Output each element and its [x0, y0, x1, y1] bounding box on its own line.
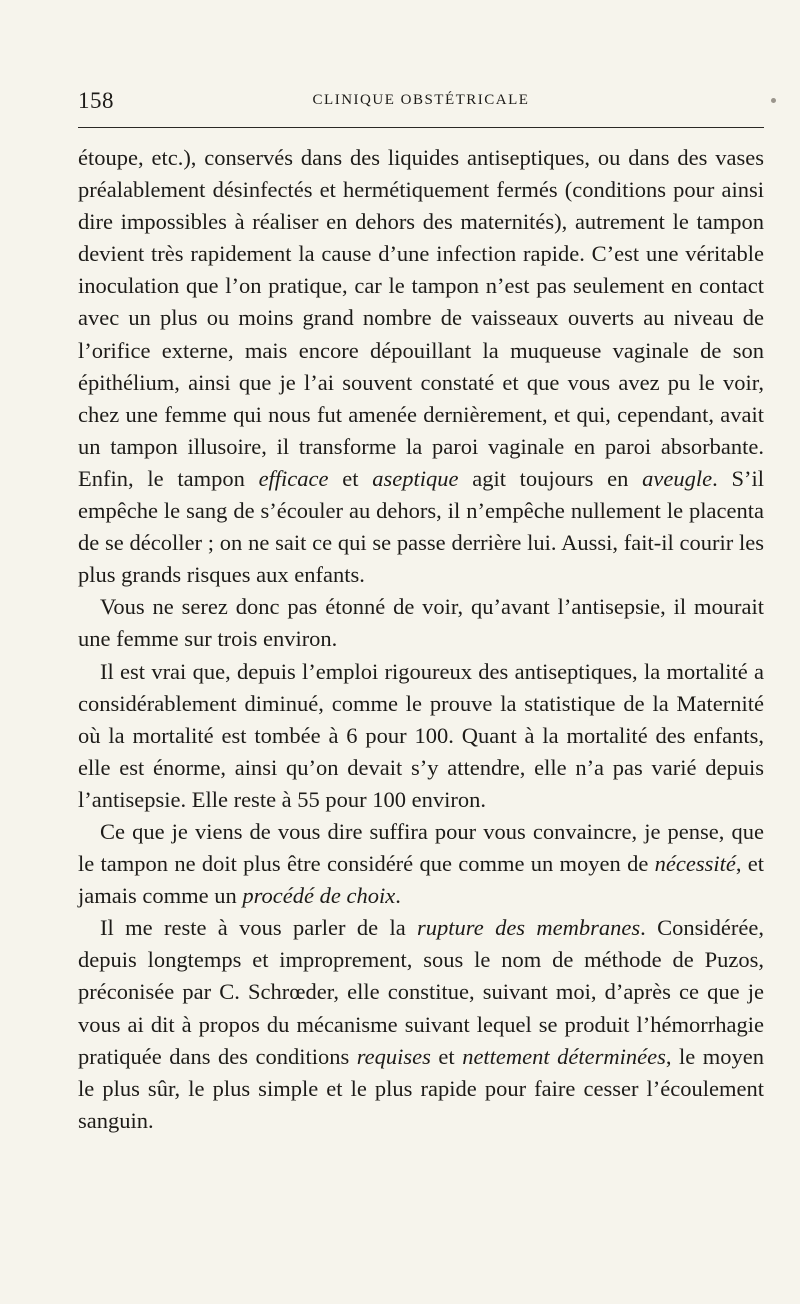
- text-run: . Considérée, depuis longtemps et improprement, sous le nom de méthode de Puzos, préconisée par C. Schrœder, elle constitue, suivant moi, d’après ce que je vous ai dit à propos du mécanisme suivant lequel se produit l’hémorrhagie pratiquée dans des conditions: [78, 915, 765, 1069]
- text-run: Ce que je viens de vous dire suffira pour vous convaincre, je pense, que le tampon ne doit plus être considéré que comme un moyen de: [78, 818, 764, 877]
- text-run: agit toujours en: [458, 465, 643, 491]
- italic-term: rupture des membranes: [417, 915, 641, 941]
- italic-term: requises: [356, 1043, 431, 1069]
- body-text: [78, 142, 764, 1137]
- running-title: CLINIQUE OBSTÉTRICALE: [312, 92, 530, 108]
- text-run: et: [430, 1043, 463, 1069]
- text-run: Il est vrai que, depuis l’emploi rigoureux des antiseptiques, la mortalité a considérablement diminué, comme le prouve la statistique de la Maternité où la mortalité est tombée à 6 pour 100. Quant à la mortalité des enfants, elle est énorme, ainsi qu’on devait s’y attendre, elle n’a pas varié depuis l’antisepsie. Elle reste à 55 pour 100 environ.: [78, 658, 764, 812]
- text-run: , le moyen le plus sûr, le plus simple et le plus rapide pour faire cesser l’écoulement sanguin.: [78, 1043, 764, 1133]
- text-run: Vous ne serez donc pas étonné de voir, qu’avant l’antisepsie, il mourait une femme sur trois environ.: [78, 594, 764, 652]
- page-number: 158: [78, 88, 114, 113]
- paragraph: [78, 656, 764, 816]
- italic-term: efficace: [258, 465, 329, 491]
- text-run: Il me reste à vous parler de la: [100, 915, 418, 941]
- paragraph: [78, 912, 764, 1137]
- italic-term: aveugle: [642, 465, 713, 491]
- italic-term: aseptique: [372, 465, 459, 491]
- text-run: . S’il empêche le sang de s’écouler au dehors, il n’empêche nullement le placenta de se décoller ; on ne sait ce qui se passe derrière lui. Aussi, fait-il courir les plus grands risques aux enfants.: [78, 465, 764, 588]
- text-run: étoupe, etc.), conservés dans des liquides antiseptiques, ou dans des vases préalablement désinfectés et hermétiquement fermés (conditions pour ainsi dire impossibles à réaliser en dehors des maternités), autrement le tampon devient très rapidement la cause d’une infection rapide. C’est une véritable inoculation que l’on pratique, car le tampon n’est pas seulement en contact avec un plus ou moins grand nombre de vaisseaux ouverts au niveau de l’orifice externe, mais encore dépouillant la muqueuse vaginale de son épithélium, ainsi que je l’ai souvent constaté et que vous avez pu le voir, chez une femme qui nous fut amenée dernièrement, et qui, cependant, avait un tampon illusoire, il transforme la paroi vaginale en paroi absorbante. Enfin, le tampon: [78, 145, 764, 491]
- paper-spot: [771, 98, 776, 103]
- page-header: [78, 88, 764, 118]
- paragraph: [78, 591, 764, 655]
- text-run: , et jamais comme un: [78, 851, 764, 909]
- text-run: et: [328, 465, 373, 491]
- header-rule: [78, 127, 764, 128]
- text-run: .: [395, 883, 401, 909]
- paragraph: [78, 142, 764, 591]
- paragraph: [78, 816, 764, 912]
- italic-term: procédé de choix: [242, 883, 396, 909]
- italic-term: nécessité: [654, 851, 736, 877]
- italic-term: nettement déterminées: [462, 1043, 666, 1069]
